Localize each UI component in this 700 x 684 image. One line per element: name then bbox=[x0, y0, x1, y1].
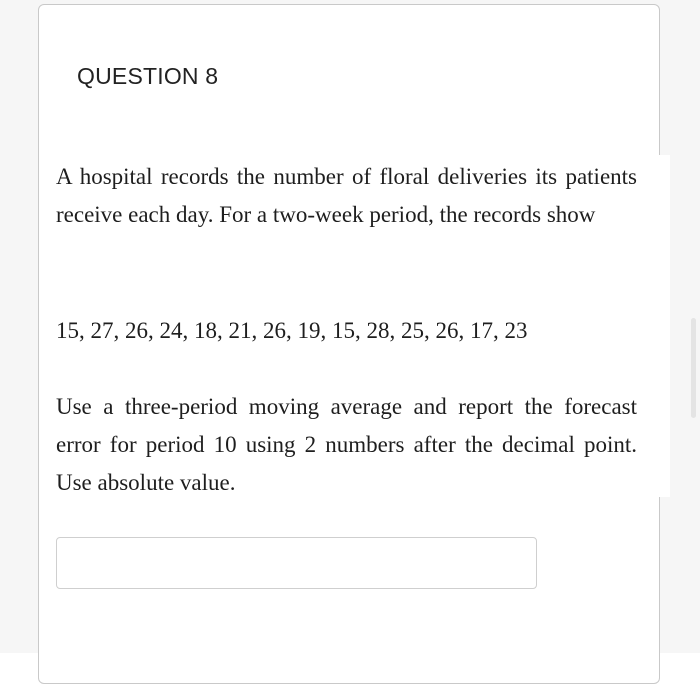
question-data-values: 15, 27, 26, 24, 18, 21, 26, 19, 15, 28, 25, 26, 17, 23 bbox=[56, 318, 528, 343]
answer-input[interactable] bbox=[56, 537, 537, 589]
question-task-text: Use a three-period moving average and report the forecast error for period 10 using 2 numbers after the decimal point. Use absolute value. bbox=[56, 394, 637, 495]
scrollbar[interactable] bbox=[691, 318, 696, 418]
question-intro-text: A hospital records the number of floral deliveries its patients receive each day. For a two-week period, the records show bbox=[56, 164, 637, 227]
question-title: QUESTION 8 bbox=[77, 63, 219, 89]
